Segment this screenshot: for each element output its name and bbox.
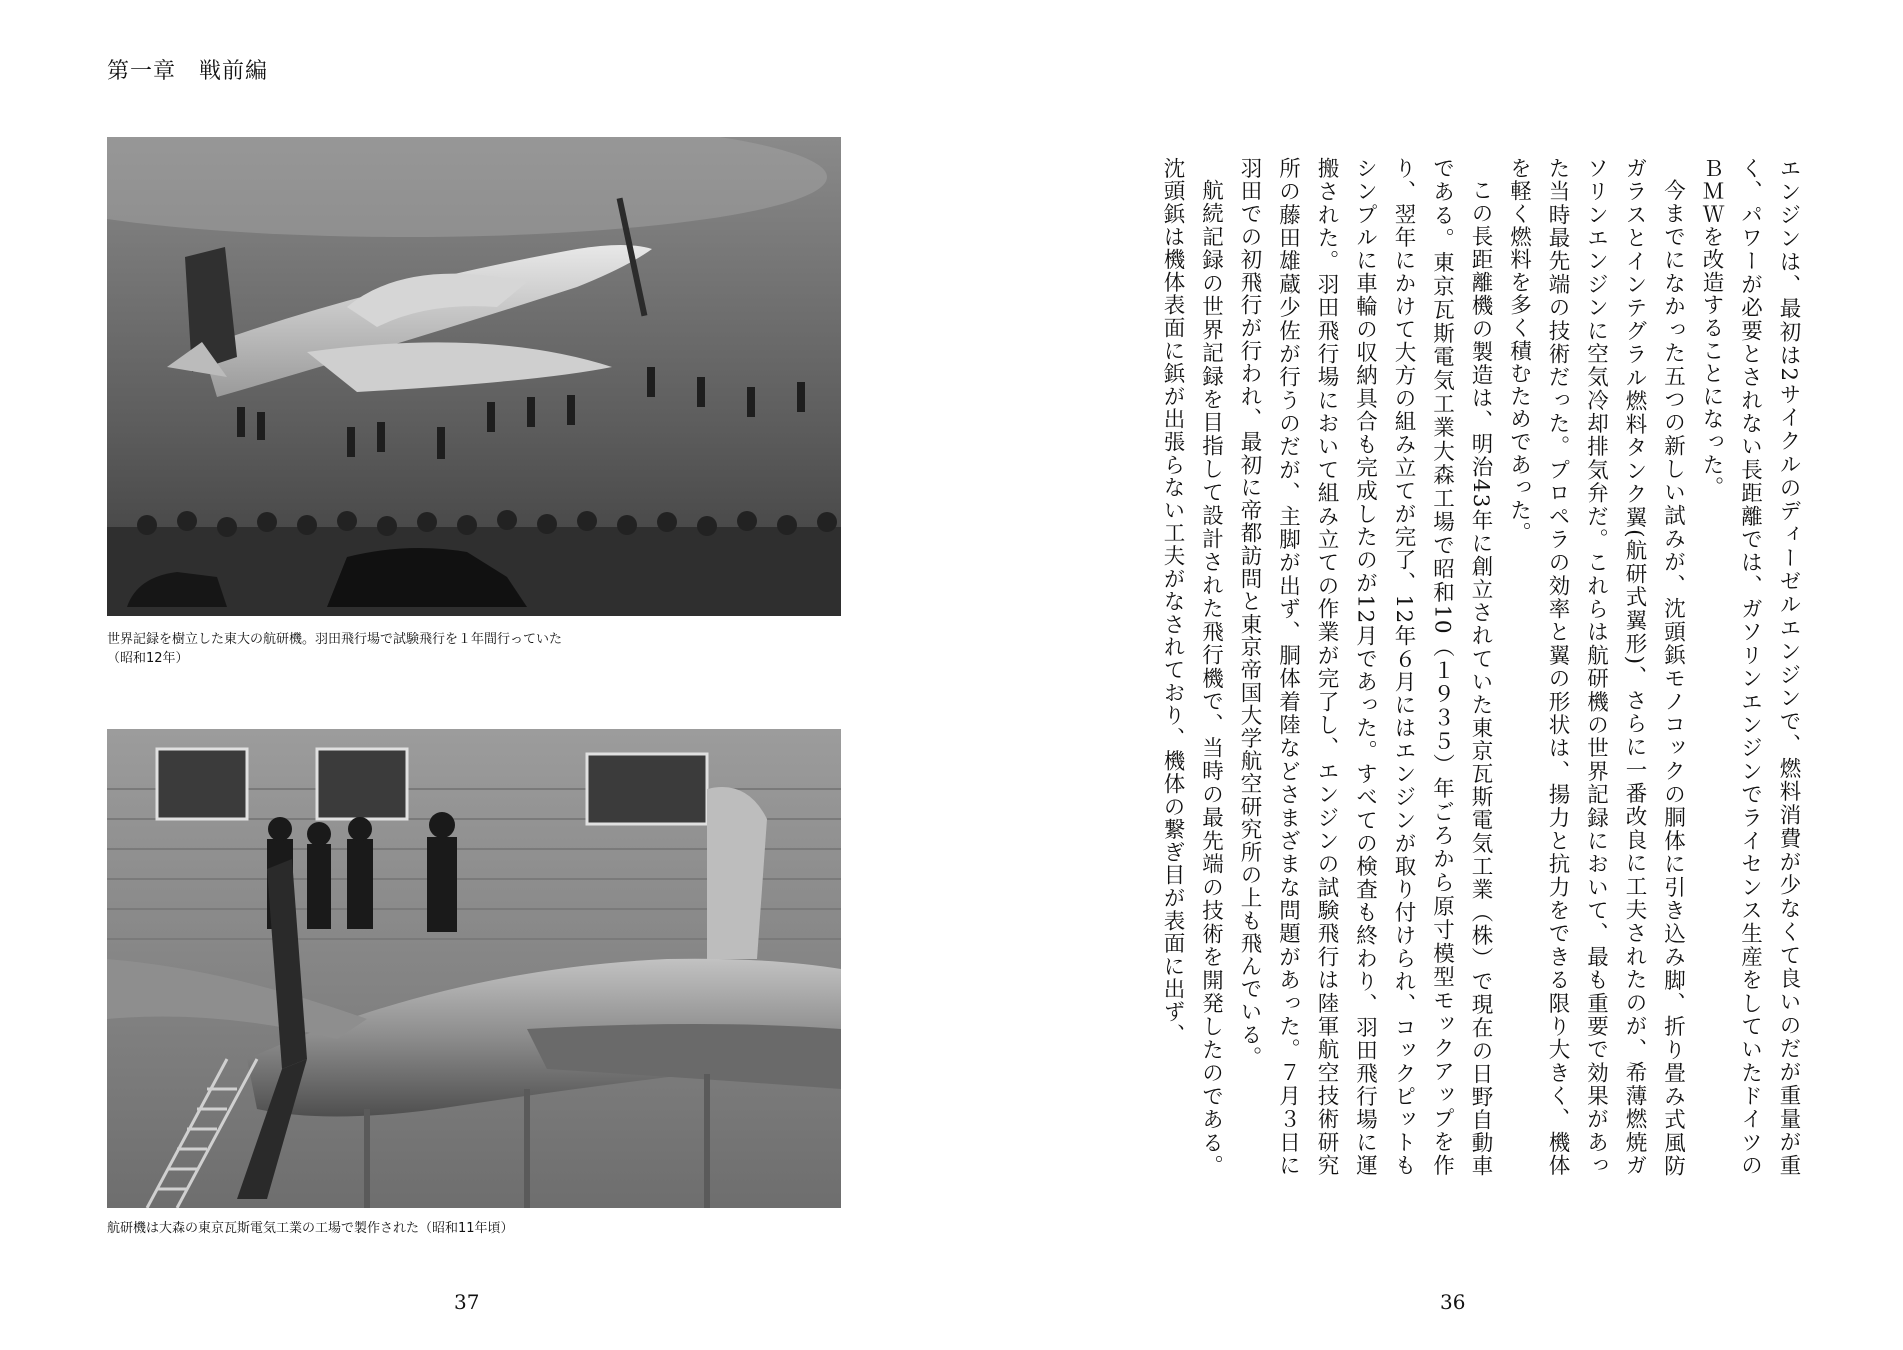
chapter-heading: 第一章 戦前編 bbox=[107, 59, 269, 84]
paragraph: 航続記録の世界記録を目指して設計された飛行機で、当時の最先端の技術を開発したのである。沈頭鋲は機体表面に鋲が出張らない工夫がなされており、機体の繋ぎ目が表面に出ず、 bbox=[1160, 157, 1224, 1177]
paragraph: エンジンは、最初は2サイクルのディーゼルエンジンで、燃料消費が少なくて良いのだが重量が重く、パワーが必要とされない長距離では、ガソリンエンジンでライセンス生産をしていたドイツのＢＭＷを改造することになった。 bbox=[1699, 157, 1801, 1177]
photo-factory-kokenki bbox=[107, 729, 841, 1208]
page-number-left: 37 bbox=[454, 1290, 480, 1314]
paragraph: 今までになかった五つの新しい試みが、沈頭鋲モノコックの胴体に引き込み脚、折り畳み式風防ガラスとインテグラル燃料タンク翼(航研式翼形)、さらに一番改良に工夫されたのが、希薄燃焼ガソリンエンジンに空気冷却排気弁だ。これらは航研機の世界記録において、最も重要で効果があった当時最先端の技術だった。プロペラの効率と翼の形状は、揚力と抗力をできる限り大きく、機体を軽く燃料を多く積むためであった。 bbox=[1506, 157, 1686, 1177]
page-number-right: 36 bbox=[1440, 1290, 1466, 1314]
caption-photo-2: 航研機は大森の東京瓦斯電気工業の工場で製作された（昭和11年頃） bbox=[107, 1221, 514, 1236]
factory-photo-illustration bbox=[107, 729, 841, 1208]
caption-photo-1: 世界記録を樹立した東大の航研機。羽田飛行場で試験飛行を１年間行っていた（昭和12年） bbox=[107, 632, 563, 666]
airfield-photo-illustration bbox=[107, 137, 841, 616]
photo-airfield-kokenki bbox=[107, 137, 841, 616]
vertical-body-text bbox=[1047, 157, 1807, 1177]
paragraph: この長距離機の製造は、明治43年に創立されていた東京瓦斯電気工業（株）で現在の日野自動車である。東京瓦斯電気工業大森工場で昭和10（１９３５）年ごろから原寸模型モックアップを作り、翌年にかけて大方の組み立てが完了、12年６月にはエンジンが取り付けられ、コックピットもシンプルに車輪の収納具合も完成したのが12月であった。すべての検査も終わり、羽田飛行場に運搬された。羽田飛行場において組み立ての作業が完了し、エンジンの試験飛行は陸軍航空技術研究所の藤田雄蔵少佐が行うのだが、主脚が出ず、胴体着陸などさまざまな問題があった。７月３日に羽田での初飛行が行われ、最初に帝都訪問と東京帝国大学航空研究所の上も飛んでいる。 bbox=[1237, 157, 1493, 1177]
